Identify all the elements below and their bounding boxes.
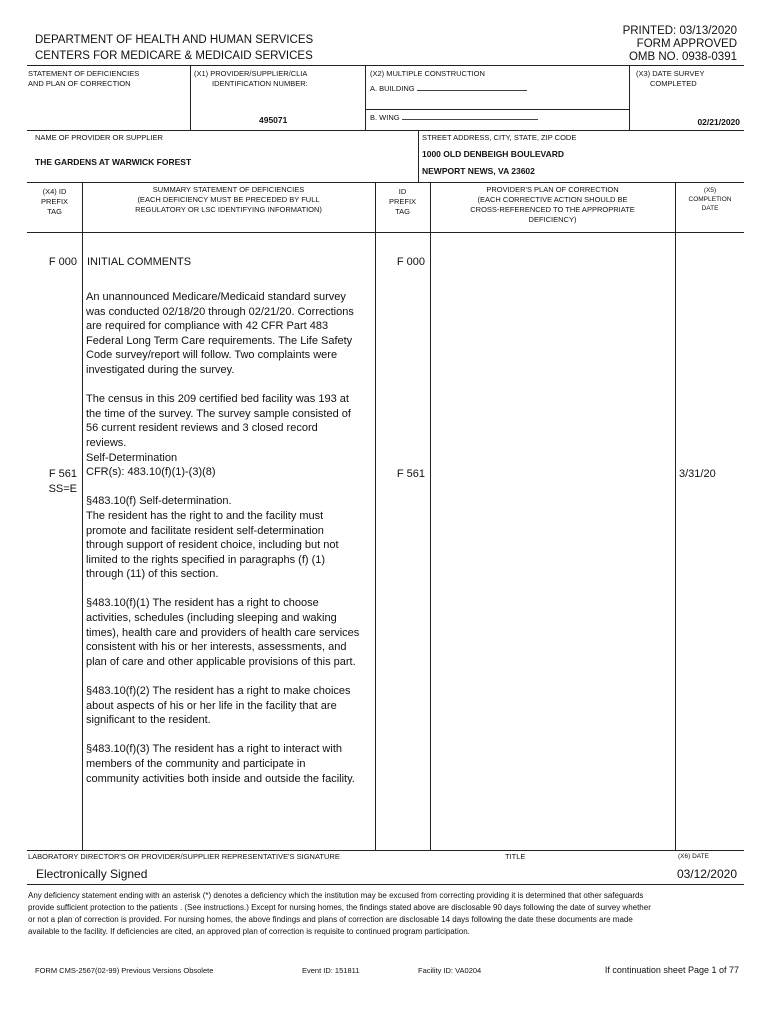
rule [27, 232, 744, 233]
provider-id-value: 495071 [259, 115, 288, 125]
paragraph: §483.10(f) Self-determination. The resident has the right to and the facility must promote and facilitate resident self-determination through support of resident choice, including but not limited to the rights specified in paragraphs (f) (1) through (11) of this section. [86, 495, 339, 581]
rule [375, 182, 376, 850]
paragraph: An unannounced Medicare/Medicaid standard survey was conducted 02/18/20 through 02/21/20. Corrections are required for compliance with 42 CFR Part 483 Federal Long Term Care requirements. The Life Safety Code survey/report will follow. Two complaints were investigated during the survey. [86, 291, 354, 376]
omb-number: OMB NO. 0938-0391 [628, 51, 737, 63]
page-indicator: If continuation sheet Page 1 of 77 [604, 965, 739, 975]
tag-f561-right: F 561 [396, 468, 425, 480]
rule [365, 65, 366, 130]
tag-f000-right: F 000 [396, 256, 425, 268]
wing-label: B. WING [370, 113, 538, 123]
plan-header: PROVIDER'S PLAN OF CORRECTION (EACH CORRECTIVE ACTION SHOULD BE CROSS-REFERENCED TO THE APPROPRIATE DEFICIENCY) [470, 185, 635, 224]
rule [430, 182, 431, 850]
x3-label: COMPLETED [650, 79, 697, 88]
survey-completed-date: 02/21/2020 [697, 117, 740, 127]
rule [365, 109, 629, 110]
agency-name: CENTERS FOR MEDICARE & MEDICAID SERVICES [35, 50, 313, 62]
form-approved: FORM APPROVED [636, 38, 737, 50]
x4-header: (X4) ID PREFIX TAG [40, 187, 69, 216]
scope-severity: SS=E [48, 483, 77, 495]
entry-title: INITIAL COMMENTS [87, 256, 192, 268]
entry-title: Self-Determination [86, 451, 178, 464]
rule [27, 850, 744, 851]
x6-date-label: (X6) DATE [678, 853, 709, 860]
title-label: TITLE [505, 852, 526, 861]
x1-label: IDENTIFICATION NUMBER: [212, 79, 308, 88]
signature-label: LABORATORY DIRECTOR'S OR PROVIDER/SUPPLIER REPRESENTATIVE'S SIGNATURE [28, 852, 340, 861]
rule [27, 884, 744, 885]
cfr-reference: CFR(s): 483.10(f)(1)-(3)(8) [86, 466, 216, 479]
x1-label: (X1) PROVIDER/SUPPLIER/CLIA [194, 69, 308, 78]
rule [27, 130, 744, 131]
form-number: FORM CMS-2567(02-99) Previous Versions Obsolete [35, 966, 214, 975]
disclaimer: Any deficiency statement ending with an asterisk (*) denotes a deficiency which the institution may be excused from correcting providing it is determined that other safeguards provide sufficient protection to the patients . (See instructions.) Except for nursing homes, the findings stated above are disclosable 90 days following the date of survey whether or not a plan of correction is provided. For nursing homes, the above findings and plans of correction are disclosable 14 days following the date these documents are made available to the facility. If deficiencies are cited, an approved plan of correction is requisite to continued program participation. [28, 891, 651, 936]
rule [675, 182, 676, 850]
address-line1: 1000 OLD DENBEIGH BOULEVARD [422, 149, 565, 159]
completion-date: 3/31/20 [679, 468, 716, 480]
building-label: A. BUILDING [370, 84, 527, 94]
rule [82, 182, 83, 850]
signature-value: Electronically Signed [36, 867, 148, 881]
paragraph: The census in this 209 certified bed facility was 193 at the time of the survey. The survey sample consisted of 56 current resident reviews and 3 closed record reviews. [86, 393, 351, 449]
rule [27, 65, 744, 66]
summary-header: SUMMARY STATEMENT OF DEFICIENCIES (EACH DEFICIENCY MUST BE PRECEDED BY FULL REGULATORY OR LSC IDENTIFYING INFORMATION) [135, 185, 322, 214]
rule [27, 182, 744, 183]
paragraph: §483.10(f)(1) The resident has a right to choose activities, schedules (including sleeping and waking times), health care and providers of health care services consistent with his or her interests, assessments, and plan of care and other applicable provisions of this part. [86, 597, 360, 668]
paragraph: §483.10(f)(2) The resident has a right to make choices about aspects of his or her life in the facility that are significant to the resident. [86, 685, 351, 727]
paragraph: §483.10(f)(3) The resident has a right to interact with members of the community and participate in community activities both inside and outside the facility. [86, 743, 355, 785]
rule [418, 130, 419, 182]
x2-label: (X2) MULTIPLE CONSTRUCTION [370, 69, 485, 78]
provider-name-label: NAME OF PROVIDER OR SUPPLIER [35, 133, 163, 142]
tag-f000: F 000 [48, 256, 77, 268]
id-header: ID PREFIX TAG [388, 187, 417, 216]
signature-date: 03/12/2020 [676, 867, 737, 881]
statement-label: AND PLAN OF CORRECTION [28, 79, 131, 88]
provider-name: THE GARDENS AT WARWICK FOREST [35, 157, 192, 167]
address-line2: NEWPORT NEWS, VA 23602 [422, 166, 535, 176]
facility-id: Facility ID: VA0204 [418, 966, 482, 975]
x3-label: (X3) DATE SURVEY [636, 69, 705, 78]
address-label: STREET ADDRESS, CITY, STATE, ZIP CODE [422, 133, 577, 142]
statement-label: STATEMENT OF DEFICIENCIES [28, 69, 140, 78]
printed-date: PRINTED: 03/13/2020 [622, 25, 737, 37]
event-id: Event ID: 151811 [302, 966, 360, 975]
rule [629, 65, 630, 130]
tag-f561: F 561 [48, 468, 77, 480]
summary-text [86, 290, 360, 786]
department-name: DEPARTMENT OF HEALTH AND HUMAN SERVICES [35, 34, 314, 46]
x5-header: (X5) COMPLETION DATE [688, 187, 732, 212]
rule [190, 65, 191, 130]
